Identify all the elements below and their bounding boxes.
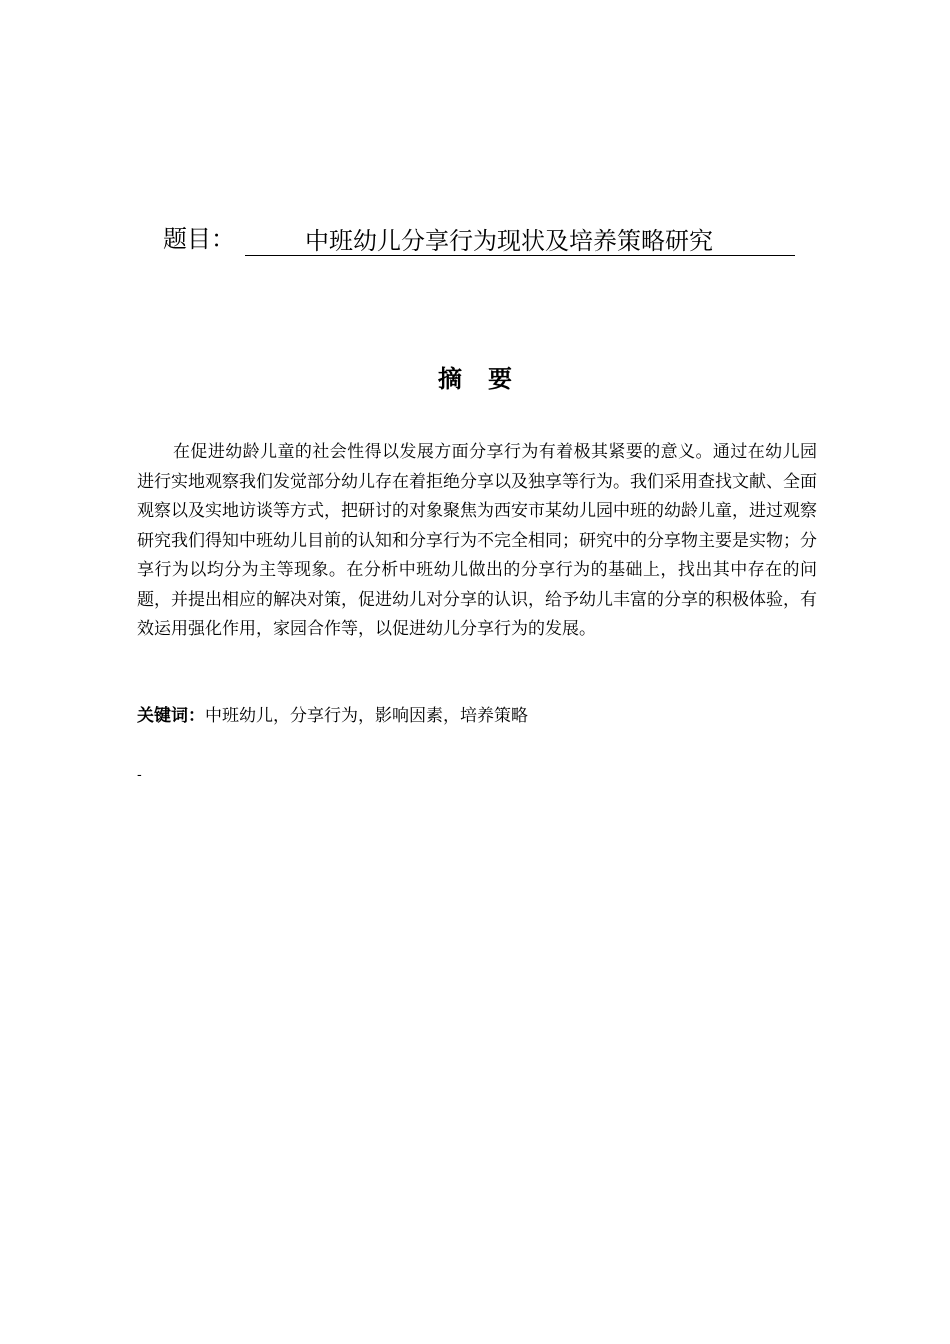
- thesis-title-row: [163, 222, 795, 256]
- keywords-line: [137, 703, 817, 729]
- keywords-label: 关键词：: [137, 706, 205, 726]
- footer-mark: -: [137, 767, 142, 783]
- abstract-heading-char-1: 摘: [438, 365, 462, 393]
- abstract-heading-char-2: 要: [488, 365, 512, 393]
- abstract-body: 在促进幼龄儿童的社会性得以发展方面分享行为有着极其紧要的意义。通过在幼儿园进行实地观察我们发觉部分幼儿存在着拒绝分享以及独享等行为。我们采用查找文献、全面观察以及实地访谈等方式，把研讨的对象聚焦为西安市某幼儿园中班的幼龄儿童，进过观察研究我们得知中班幼儿目前的认知和分享行为不完全相同；研究中的分享物主要是实物；分享行为以均分为主等现象。在分析中班幼儿做出的分享行为的基础上，找出其中存在的问题，并提出相应的解决对策，促进幼儿对分享的认识，给予幼儿丰富的分享的积极体验，有效运用强化作用，家园合作等，以促进幼儿分享行为的发展。: [137, 442, 817, 639]
- title-label: 题目：: [163, 225, 235, 253]
- abstract-heading: [0, 362, 950, 396]
- thesis-title: 中班幼儿分享行为现状及培养策略研究: [245, 224, 795, 256]
- keywords-value: 中班幼儿，分享行为，影响因素，培养策略: [205, 706, 528, 726]
